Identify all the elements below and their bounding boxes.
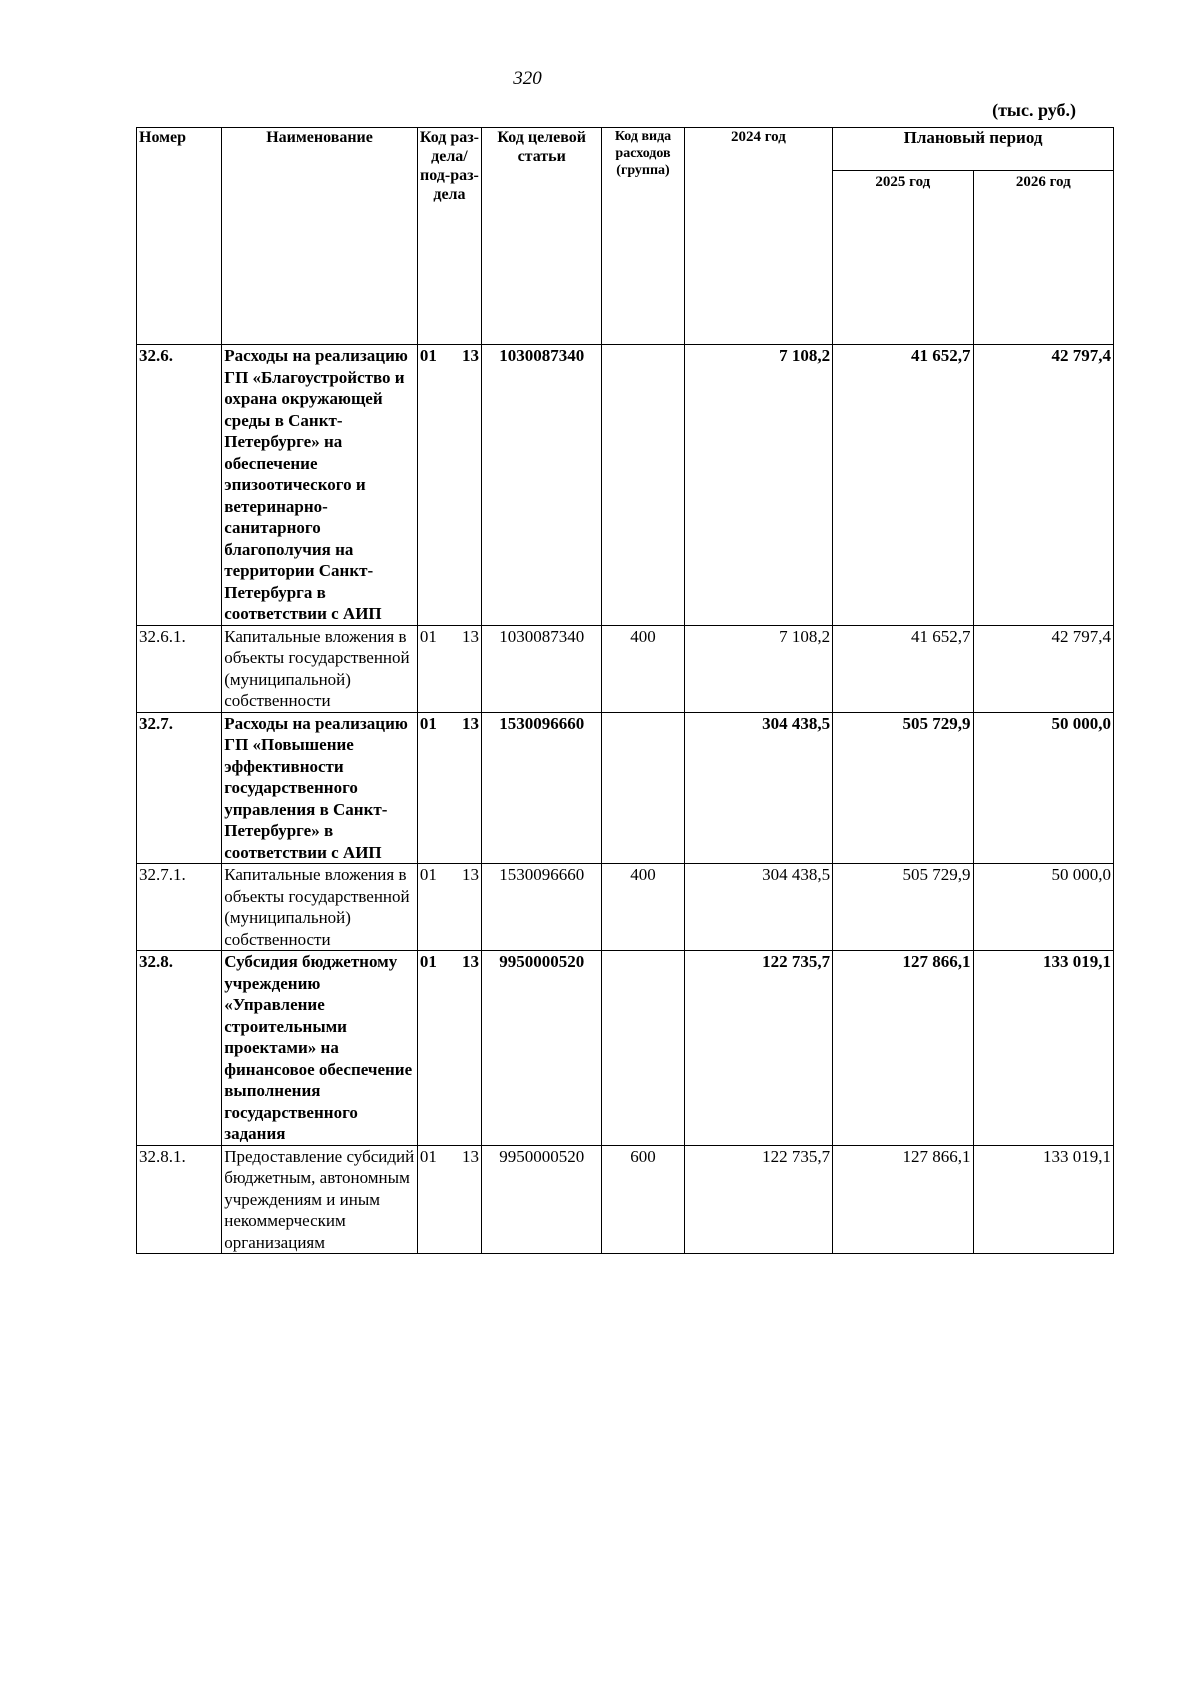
row-amount-2026: 42 797,4	[973, 345, 1113, 626]
table-row	[137, 864, 1114, 951]
row-amount-2026: 50 000,0	[973, 864, 1113, 951]
row-section-code	[417, 1145, 481, 1254]
header-year-2026: 2026 год	[973, 171, 1113, 345]
row-section: 01	[419, 713, 437, 733]
row-section: 01	[419, 865, 437, 884]
row-target-code: 1030087340	[482, 345, 602, 626]
row-section: 01	[419, 346, 437, 365]
row-subsection: 13	[462, 346, 480, 365]
row-expense-kind: 400	[602, 864, 684, 951]
row-amount-2026: 133 019,1	[973, 951, 1113, 1146]
row-amount-2025: 41 652,7	[833, 345, 973, 626]
header-section-code: Код раз-дела/ под-раз-дела	[417, 128, 481, 345]
table-row	[137, 625, 1114, 712]
table-row	[137, 345, 1114, 626]
row-expense-kind: 400	[602, 625, 684, 712]
row-amount-2024: 122 735,7	[684, 951, 832, 1146]
row-name: Капитальные вложения в объекты государственной (муниципальной) собственности	[222, 625, 418, 712]
table-body	[137, 345, 1114, 1254]
row-section: 01	[419, 1146, 437, 1166]
row-amount-2024: 7 108,2	[684, 345, 832, 626]
row-name: Субсидия бюджетному учреждению «Управление строительными проектами» на финансовое обеспечение выполнения государственного задания	[222, 951, 418, 1146]
row-number: 32.6.	[137, 345, 222, 626]
row-name: Расходы на реализацию ГП «Благоустройство и охрана окружающей среды в Санкт-Петербурге» на обеспечение эпизоотического и ветеринарно-санитарного благополучия на территории Санкт-Петербурга в соответствии с АИП	[222, 345, 418, 626]
row-number: 32.8.1.	[137, 1145, 222, 1254]
header-year-2025: 2025 год	[833, 171, 973, 345]
row-target-code: 9950000520	[482, 951, 602, 1146]
row-section: 01	[419, 952, 437, 971]
row-name: Предоставление субсидий бюджетным, автономным учреждениям и иным некоммерческим организациям	[222, 1145, 418, 1254]
row-subsection: 13	[462, 1146, 480, 1166]
row-section-code	[417, 625, 481, 712]
header-name: Наименование	[222, 128, 418, 345]
row-number: 32.6.1.	[137, 625, 222, 712]
row-target-code: 1030087340	[482, 625, 602, 712]
header-year-2024: 2024 год	[684, 128, 832, 345]
table-row	[137, 1145, 1114, 1254]
row-subsection: 13	[462, 713, 480, 733]
header-expense-kind: Код вида расходов (группа)	[602, 128, 684, 345]
row-amount-2024: 122 735,7	[684, 1145, 832, 1254]
row-amount-2026: 42 797,4	[973, 625, 1113, 712]
row-target-code: 1530096660	[482, 712, 602, 864]
page-number: 320	[513, 68, 542, 89]
row-amount-2026: 133 019,1	[973, 1145, 1113, 1254]
row-amount-2025: 505 729,9	[833, 712, 973, 864]
row-name: Капитальные вложения в объекты государственной (муниципальной) собственности	[222, 864, 418, 951]
row-amount-2025: 41 652,7	[833, 625, 973, 712]
row-amount-2026: 50 000,0	[973, 712, 1113, 864]
header-number: Номер	[137, 128, 222, 345]
row-section: 01	[419, 626, 437, 646]
row-expense-kind	[602, 712, 684, 864]
row-amount-2024: 304 438,5	[684, 712, 832, 864]
row-number: 32.7.1.	[137, 864, 222, 951]
row-section-code	[417, 712, 481, 864]
row-subsection: 13	[462, 952, 480, 971]
row-subsection: 13	[462, 626, 480, 646]
row-amount-2024: 304 438,5	[684, 864, 832, 951]
row-target-code: 9950000520	[482, 1145, 602, 1254]
row-name: Расходы на реализацию ГП «Повышение эффективности государственного управления в Санкт-Петербурге» в соответствии с АИП	[222, 712, 418, 864]
budget-table	[136, 127, 1114, 1254]
row-section-code	[417, 951, 481, 1146]
row-number: 32.8.	[137, 951, 222, 1146]
row-amount-2025: 127 866,1	[833, 951, 973, 1146]
row-expense-kind: 600	[602, 1145, 684, 1254]
table-row	[137, 951, 1114, 1146]
table-row	[137, 712, 1114, 864]
row-section-code	[417, 345, 481, 626]
row-amount-2024: 7 108,2	[684, 625, 832, 712]
row-expense-kind	[602, 345, 684, 626]
row-amount-2025: 505 729,9	[833, 864, 973, 951]
header-target-code: Код целевой статьи	[482, 128, 602, 345]
row-section-code	[417, 864, 481, 951]
row-expense-kind	[602, 951, 684, 1146]
row-subsection: 13	[462, 865, 480, 884]
header-planned-period: Плановый период	[833, 128, 1114, 171]
row-amount-2025: 127 866,1	[833, 1145, 973, 1254]
row-target-code: 1530096660	[482, 864, 602, 951]
units-label: (тыс. руб.)	[992, 100, 1076, 120]
row-number: 32.7.	[137, 712, 222, 864]
